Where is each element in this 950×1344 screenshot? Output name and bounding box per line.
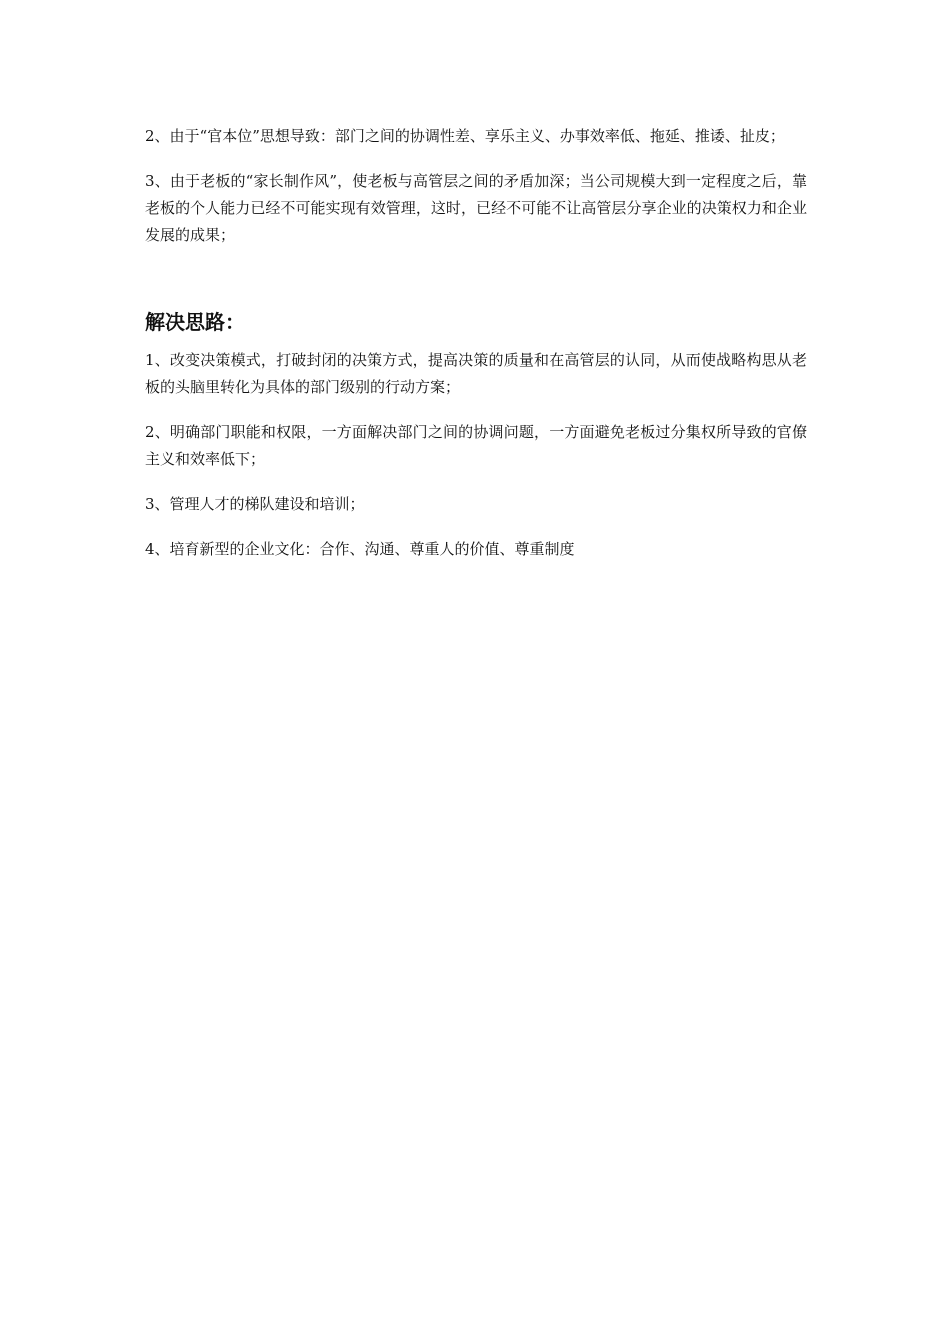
solution-item-3: 3、管理人才的梯队建设和培训； (145, 495, 365, 513)
section-spacer (145, 267, 807, 307)
problem-item-3: 3、由于老板的“家长制作风”，使老板与高管层之间的矛盾加深；当公司规模大到一定程度之后，靠老板的个人能力已经不可能实现有效管理，这时，已经不可能不让高管层分享企业的决策权力和企业发展的成果； (145, 172, 807, 244)
solution-item-1: 1、改变决策模式，打破封闭的决策方式，提高决策的质量和在高管层的认同，从而使战略构思从老板的头脑里转化为具体的部门级别的行动方案； (145, 351, 807, 396)
problem-item-2: 2、由于“官本位”思想导致：部门之间的协调性差、享乐主义、办事效率低、拖延、推诿、扯皮； (145, 127, 785, 145)
solution-item-2: 2、明确部门职能和权限，一方面解决部门之间的协调问题，一方面避免老板过分集权所导致的官僚主义和效率低下； (145, 423, 807, 468)
solution-item-4: 4、培育新型的企业文化：合作、沟通、尊重人的价值、尊重制度 (145, 540, 575, 558)
document-body (145, 123, 807, 581)
solutions-heading: 解决思路： (145, 310, 245, 334)
